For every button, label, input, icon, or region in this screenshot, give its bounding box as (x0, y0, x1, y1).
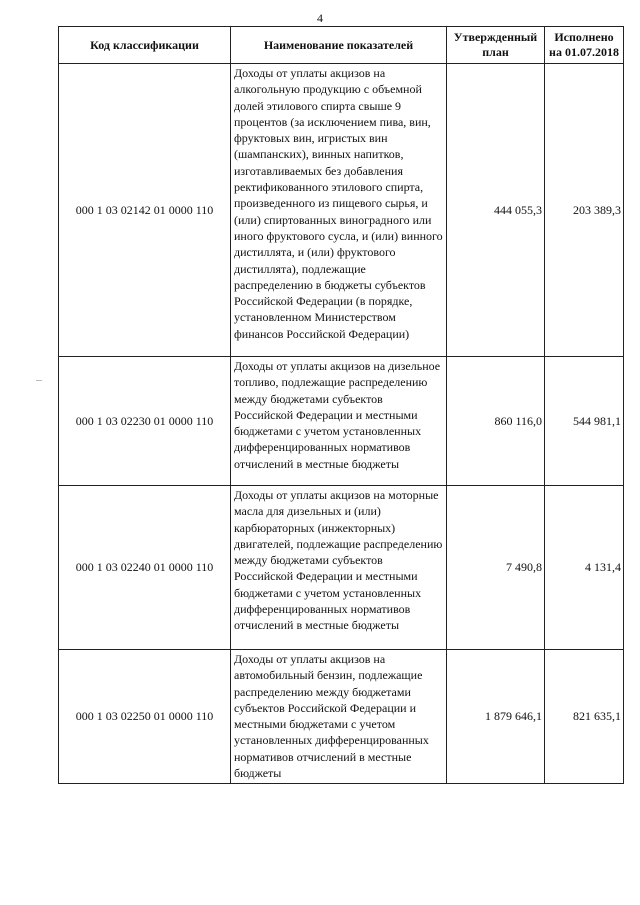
header-code: Код классификации (59, 27, 231, 64)
approved-plan: 7 490,8 (447, 486, 545, 650)
indicator-name: Доходы от уплаты акцизов на дизельное топливо, подлежащие распределению между бюджетами субъектов Российской Федерации и местными бюджетами с учетом установленных дифференцированных нормативов отчислений в местные бюджеты (231, 357, 447, 486)
classification-code: 000 1 03 02230 01 0000 110 (59, 357, 231, 486)
revenue-table (58, 26, 624, 784)
executed-amount: 821 635,1 (545, 650, 624, 784)
approved-plan: 1 879 646,1 (447, 650, 545, 784)
classification-code: 000 1 03 02240 01 0000 110 (59, 486, 231, 650)
header-done: Исполнено на 01.07.2018 (545, 27, 624, 64)
header-name: Наименование показателей (231, 27, 447, 64)
approved-plan: 860 116,0 (447, 357, 545, 486)
margin-mark (36, 380, 42, 381)
table-row (59, 486, 624, 650)
executed-amount: 203 389,3 (545, 64, 624, 357)
table-row (59, 64, 624, 357)
page-number: 4 (317, 11, 323, 25)
table-row (59, 357, 624, 486)
approved-plan: 444 055,3 (447, 64, 545, 357)
table-header-row (59, 27, 624, 64)
indicator-name: Доходы от уплаты акцизов на алкогольную продукцию с объемной долей этилового спирта свыше 9 процентов (за исключением пива, вин, фруктовых вин, игристых вин (шампанских), винных напитков, изготавливаемых без добавления ректификованного этилового спирта, произведенного из пищевого сырья, и (или) спиртованных виноградного или иного фруктового сусла, и (или) винного дистиллята, и (или) фруктового дистиллята), подлежащие распределению в бюджеты субъектов Российской Федерации (в порядке, установленном Министерством финансов Российской Федерации) (231, 64, 447, 357)
table-row (59, 650, 624, 784)
executed-amount: 544 981,1 (545, 357, 624, 486)
executed-amount: 4 131,4 (545, 486, 624, 650)
classification-code: 000 1 03 02250 01 0000 110 (59, 650, 231, 784)
indicator-name: Доходы от уплаты акцизов на моторные масла для дизельных и (или) карбюраторных (инжекторных) двигателей, подлежащие распределению между бюджетами субъектов Российской Федерации и местными бюджетами с учетом установленных дифференцированных нормативов отчислений в местные бюджеты (231, 486, 447, 650)
indicator-name: Доходы от уплаты акцизов на автомобильный бензин, подлежащие распределению между бюджетами субъектов Российской Федерации и местными бюджетами с учетом установленных дифференцированных нормативов отчислений в местные бюджеты (231, 650, 447, 784)
classification-code: 000 1 03 02142 01 0000 110 (59, 64, 231, 357)
header-plan: Утвержденный план (447, 27, 545, 64)
